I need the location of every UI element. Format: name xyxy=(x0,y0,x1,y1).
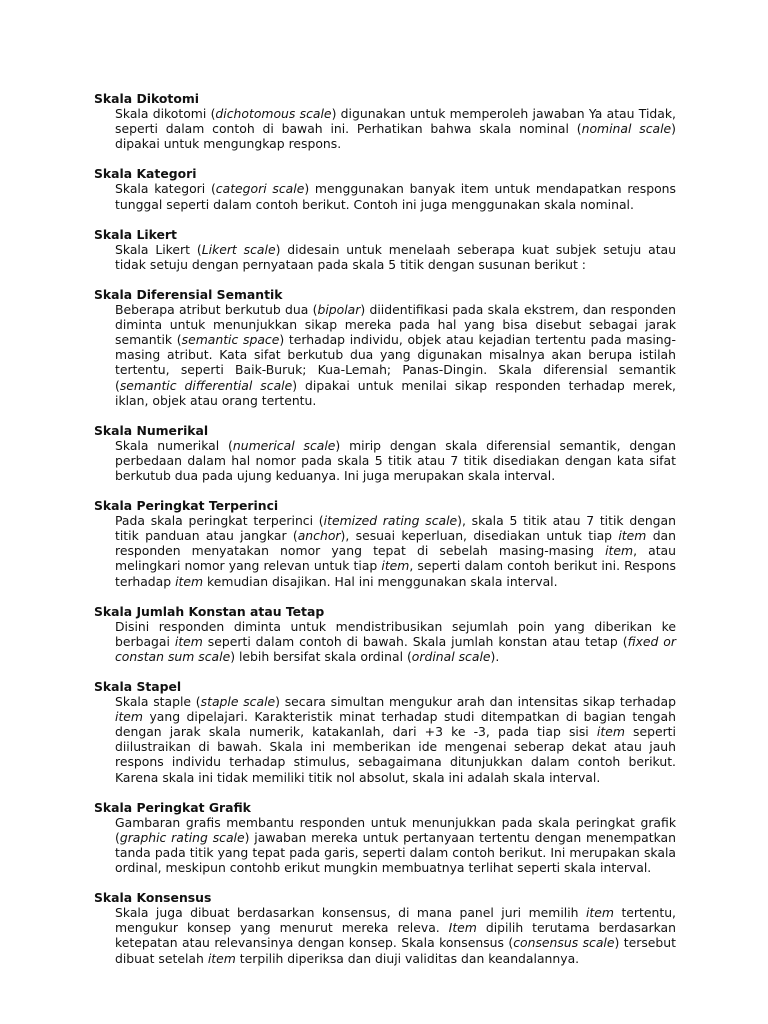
italic-term: item xyxy=(618,528,647,544)
section xyxy=(94,498,676,589)
section-paragraph xyxy=(115,181,676,211)
italic-term: Item xyxy=(448,920,477,936)
section-paragraph xyxy=(115,106,676,151)
section xyxy=(94,227,676,272)
text-run: yang dipelajari. Karakteristik minat terhadap studi ditempatkan di bagian tengah dengan jarak skala numerik, katakanlah, dari +3 ke -3, pada tiap sisi xyxy=(115,709,676,740)
text-run: Skala kategori ( xyxy=(115,181,216,197)
section xyxy=(94,166,676,211)
section xyxy=(94,423,676,483)
section-heading: Skala Jumlah Konstan atau Tetap xyxy=(94,603,325,619)
text-run: , atau melingkari nomor yang relevan untuk tiap xyxy=(115,543,676,574)
italic-term: bipolar xyxy=(317,302,361,318)
text-run: Skala numerikal ( xyxy=(115,437,233,453)
text-run: dan responden menyatakan nomor yang tepat di sebelah masing-masing xyxy=(115,528,677,559)
section-heading: Skala Konsensus xyxy=(94,890,212,906)
italic-term: ordinal scale xyxy=(411,648,491,664)
italic-term: numerical scale xyxy=(232,437,336,453)
section-heading: Skala Stapel xyxy=(94,679,182,694)
italic-term: staple scale xyxy=(200,694,276,710)
italic-term: dichotomous scale xyxy=(215,106,332,122)
text-run: Skala Likert ( xyxy=(115,241,202,257)
italic-term: consensus scale xyxy=(513,935,615,951)
section-paragraph xyxy=(115,438,676,483)
text-run: ) tersebut dibuat setelah xyxy=(115,935,676,966)
section xyxy=(94,287,676,408)
italic-term: item xyxy=(585,905,614,921)
text-run: ), skala 5 titik atau 7 titik dengan titik panduan atau jangkar ( xyxy=(115,513,676,544)
text-run: ) dipakai untuk menilai sikap responden terhadap merek, iklan, objek atau orang tertentu. xyxy=(115,377,676,408)
text-run: tertentu, mengukur konsep yang menurut mereka releva. xyxy=(115,905,676,936)
section-paragraph xyxy=(115,302,676,408)
text-run: ) terhadap individu, objek atau kejadian tertentu pada masing-masing atribut. Kata sifat berkutub dua yang digunakan misalnya akan berupa istilah tertentu, seperti Baik-Buruk; Kua-Lemah; Panas-Dingin. Skala diferensial semantik ( xyxy=(115,332,676,393)
section xyxy=(94,800,676,875)
text-run: ) diidentifikasi pada skala ekstrem, dan responden diminta untuk menunjukkan sikap mereka pada hal yang bisa disebut sebagai jarak semantik ( xyxy=(115,302,676,348)
italic-term: nominal scale xyxy=(581,121,672,137)
text-run: Pada skala peringkat terperinci ( xyxy=(115,513,324,529)
text-run: , seperti dalam contoh berikut ini. Respons terhadap xyxy=(115,558,676,589)
text-run: ) lebih bersifat skala ordinal ( xyxy=(230,648,412,664)
section-heading: Skala Likert xyxy=(94,226,177,242)
text-run: Beberapa atribut berkutub dua ( xyxy=(115,302,318,318)
section-heading: Skala Peringkat Terperinci xyxy=(94,498,279,514)
italic-term: item xyxy=(381,558,410,574)
italic-term: anchor xyxy=(297,528,341,544)
text-run: ) didesain untuk menelaah seberapa kuat subjek setuju atau tidak setuju dengan pernyataan pada skala 5 titik dengan susunan berikut : xyxy=(115,241,676,272)
italic-term: semantic differential scale xyxy=(119,377,293,393)
section-paragraph xyxy=(115,619,676,664)
section xyxy=(94,604,676,664)
italic-term: graphic rating scale xyxy=(119,829,245,845)
text-run: ) jawaban mereka untuk pertanyaan tertentu dengan menempatkan tanda pada titik yang tepat pada garis, seperti dalam contoh berikut. Ini merupakan skala ordinal, meskipun contohb erikut mungkin membuatnya terlihat seperti skala interval. xyxy=(115,829,677,876)
section-heading: Skala Kategori xyxy=(94,166,197,182)
text-run: Skala staple ( xyxy=(115,694,201,710)
text-run: dipilih terutama berdasarkan ketepatan atau relevansinya dengan konsep. Skala konsensus ( xyxy=(115,920,676,951)
section-paragraph xyxy=(115,694,676,785)
italic-term: item xyxy=(207,950,236,966)
section-heading: Skala Peringkat Grafik xyxy=(94,799,251,815)
section-paragraph xyxy=(115,905,676,965)
section-paragraph xyxy=(115,513,676,588)
section-paragraph xyxy=(115,242,676,272)
italic-term: categori scale xyxy=(215,181,305,197)
text-run: terpilih diperiksa dan diuji validitas dan keandalannya. xyxy=(235,950,580,966)
text-run: ) digunakan untuk memperoleh jawaban Ya atau Tidak, seperti dalam contoh di bawah ini. Perhatikan bahwa skala nominal ( xyxy=(115,106,676,137)
text-run: ) mirip dengan skala diferensial semantik, dengan perbedaan dalam hal nomor pada skala 5 titik atau 7 titik disediakan dengan kata sifat berkutub dua pada ujung keduanya. Ini juga merupakan skala interval. xyxy=(115,437,677,483)
text-run: ) menggunakan banyak item untuk mendapatkan respons tunggal seperti dalam contoh berikut. Contoh ini juga menggunakan skala nominal. xyxy=(115,181,676,212)
italic-term: item xyxy=(596,724,625,740)
text-run: Skala juga dibuat berdasarkan konsensus, di mana panel juri memilih xyxy=(115,905,586,921)
text-run: Gambaran grafis membantu responden untuk menunjukkan pada skala peringkat grafik ( xyxy=(115,814,676,845)
section xyxy=(94,679,676,785)
section-heading: Skala Dikotomi xyxy=(94,91,199,106)
text-run: ). xyxy=(490,648,500,664)
document-page xyxy=(94,91,676,981)
section xyxy=(94,91,676,151)
italic-term: item xyxy=(115,709,143,725)
italic-term: Likert scale xyxy=(201,241,276,257)
italic-term: item xyxy=(175,573,204,589)
text-run: ) secara simultan mengukur arah dan intensitas sikap terhadap xyxy=(275,694,677,710)
text-run: Disini responden diminta untuk mendistribusikan sejumlah poin yang diberikan ke berbagai xyxy=(115,618,676,649)
italic-term: item xyxy=(605,543,634,559)
section-heading: Skala Diferensial Semantik xyxy=(94,286,283,302)
text-run: seperti dalam contoh di bawah. Skala jumlah konstan atau tetap ( xyxy=(202,633,628,649)
section-paragraph xyxy=(115,815,676,875)
italic-term: fixed or constan sum scale xyxy=(115,633,676,664)
italic-term: item xyxy=(174,633,203,649)
text-run: ), sesuai keperluan, disediakan untuk tiap xyxy=(340,528,619,544)
text-run: kemudian disajikan. Hal ini menggunakan skala interval. xyxy=(203,573,558,589)
italic-term: semantic space xyxy=(181,332,280,348)
italic-term: itemized rating scale xyxy=(323,513,458,529)
text-run: seperti diilustraikan di bawah. Skala ini memberikan ide mengenai seberap dekat atau jauh respons individu terhadap stimulus, sebagaimana ditunjukkan dalam contoh berikut. Karena skala ini tidak memiliki titik nol absolut, skala ini adalah skala interval. xyxy=(115,724,676,785)
section xyxy=(94,890,676,965)
section-heading: Skala Numerikal xyxy=(94,422,209,438)
text-run: Skala dikotomi ( xyxy=(115,106,216,122)
text-run: ) dipakai untuk mengungkap respons. xyxy=(115,121,677,152)
